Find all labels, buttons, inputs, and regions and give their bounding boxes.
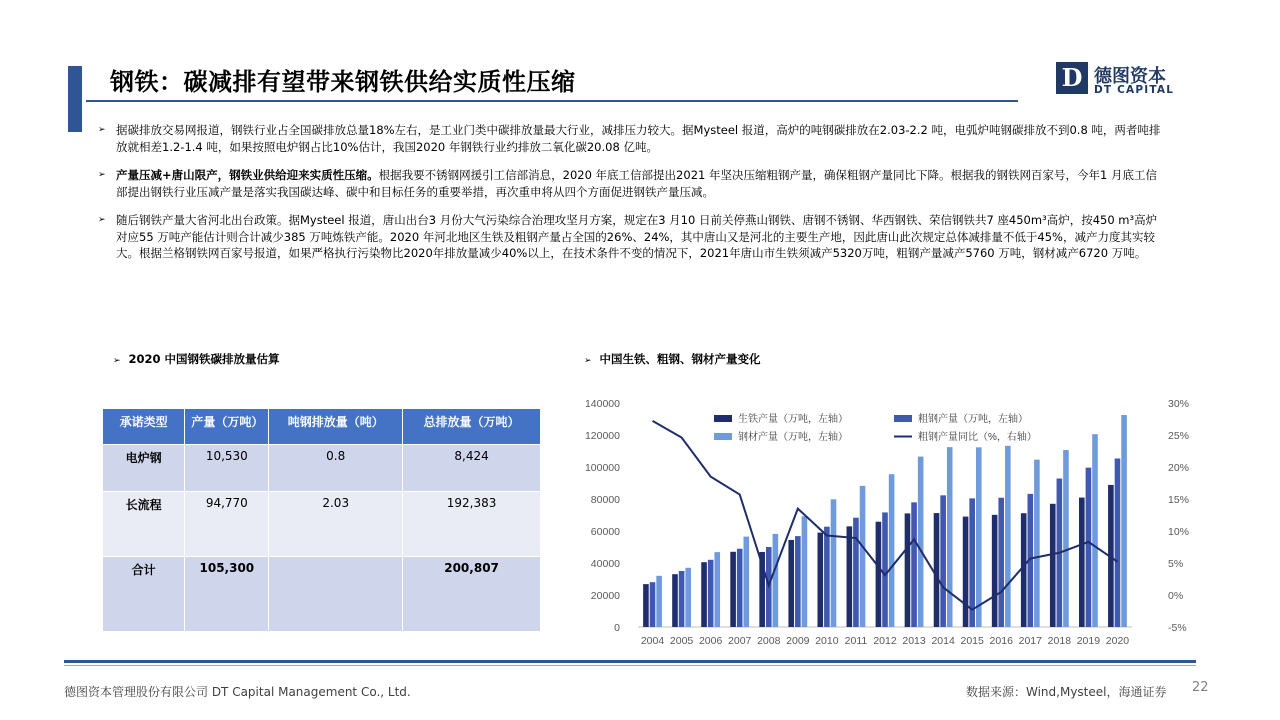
bullet-text: 据碳排放交易网报道，钢铁行业占全国碳排放总量18%左右，是工业门类中碳排放量最大行业，减排压力较大。据Mysteel 报道，高炉的吨钢碳排放在2.03-2.2 吨，电弧炉吨钢碳排放不到0.8 吨，两者吨排放就相差1.2-1.4 吨，如果按照电炉钢占比10%估计，我国2020 年钢铁行业约排放二氧化碳20.08 亿吨。: [116, 123, 1161, 154]
table-section-title: [113, 351, 280, 367]
table-row: [103, 444, 541, 491]
bar-1: [963, 517, 969, 627]
table-cell: 长流程: [103, 491, 185, 556]
bar-3: [1005, 446, 1011, 627]
x-tick-label: 2020: [1105, 635, 1130, 647]
bar-3: [685, 568, 691, 627]
section-arrow-icon: ➢: [113, 356, 121, 366]
bar-2: [882, 512, 888, 627]
bar-2: [853, 518, 859, 627]
y-right-tick-label: 5%: [1168, 558, 1184, 570]
table-header-cell: 产量（万吨）: [185, 409, 269, 444]
logo-mark: [1056, 62, 1088, 94]
table-header-cell: 总排放量（万吨）: [403, 409, 541, 444]
bar-2: [650, 582, 656, 627]
footer-rule: [64, 660, 1196, 663]
bar-3: [656, 576, 662, 627]
table-title-text: 2020 中国钢铁碳排放量估算: [128, 352, 280, 366]
bar-2: [795, 536, 801, 627]
bullet-arrow-icon: ➢: [98, 215, 106, 225]
y-left-tick-label: 120000: [584, 430, 620, 442]
bar-1: [643, 584, 649, 627]
bar-1: [1079, 498, 1085, 627]
y-left-tick-label: 80000: [590, 494, 620, 506]
footer-source: 数据来源：Wind,Mysteel，海通证券: [966, 685, 1167, 699]
x-tick-label: 2009: [786, 635, 810, 647]
footer-company: 德图资本管理股份有限公司 DT Capital Management Co., Ltd.: [64, 685, 411, 699]
table-cell: 10,530: [185, 444, 269, 491]
table-cell: 200,807: [403, 556, 541, 631]
page-title: 钢铁：碳减排有望带来钢铁供给实质性压缩: [110, 68, 576, 96]
chart-section-title: [584, 351, 761, 367]
table-row: [103, 556, 541, 631]
emission-table: [103, 409, 541, 631]
bar-2: [708, 560, 714, 627]
y-right-tick-label: 20%: [1168, 462, 1190, 474]
bullet-text: 根据我要不锈钢网援引工信部消息，2020 年底工信部提出2021 年坚决压缩粗钢产量，确保粗钢产量同比下降。根据我的钢铁网百家号，今年1 月底工信部提出钢铁行业压减产量是落实我国碳达峰、碳中和目标任务的重要举措，再次重申将从四个方面促进钢铁产量压减。: [116, 168, 1157, 199]
bar-3: [860, 486, 866, 627]
y-right-tick-label: 0%: [1168, 590, 1184, 602]
x-tick-label: 2007: [728, 635, 752, 647]
bar-3: [1063, 450, 1069, 627]
x-tick-label: 2005: [669, 635, 694, 647]
x-tick-label: 2018: [1047, 635, 1072, 647]
bar-1: [730, 552, 736, 627]
legend-swatch: [894, 415, 912, 422]
x-tick-label: 2019: [1076, 635, 1101, 647]
legend-label: 钢材产量（万吨，左轴）: [738, 432, 848, 443]
title-underline: [86, 100, 1018, 102]
section-arrow-icon: ➢: [584, 356, 592, 366]
bullet-arrow-icon: ➢: [98, 125, 106, 135]
bar-3: [831, 499, 837, 627]
x-tick-label: 2014: [931, 635, 955, 647]
legend-swatch: [714, 415, 732, 422]
logo-text-cn: 德图资本: [1094, 66, 1166, 87]
table-header-cell: 吨钢排放量（吨）: [269, 409, 403, 444]
bar-3: [1121, 415, 1127, 627]
x-tick-label: 2010: [815, 635, 839, 647]
y-left-tick-label: 60000: [590, 526, 620, 538]
bar-1: [672, 574, 678, 627]
bar-3: [1034, 460, 1040, 627]
y-left-tick-label: 0: [614, 622, 620, 634]
y-left-tick-label: 20000: [590, 590, 620, 602]
x-tick-label: 2016: [989, 635, 1013, 647]
bar-3: [976, 447, 982, 627]
y-right-tick-label: -5%: [1168, 622, 1187, 634]
bar-2: [998, 498, 1004, 627]
table-cell: 192,383: [403, 491, 541, 556]
x-tick-label: 2015: [960, 635, 984, 647]
y-left-tick-label: 140000: [584, 398, 620, 410]
table-cell: 105,300: [185, 556, 269, 631]
bar-1: [817, 533, 823, 627]
bullet-item: [96, 212, 1166, 262]
table-cell: 94,770: [185, 491, 269, 556]
bar-1: [701, 562, 707, 627]
steel-production-chart: [576, 388, 1196, 653]
x-tick-label: 2011: [844, 635, 868, 647]
bullet-arrow-icon: ➢: [98, 170, 106, 180]
bar-1: [876, 522, 882, 627]
bar-2: [679, 571, 685, 627]
bar-2: [1086, 468, 1092, 627]
y-left-tick-label: 40000: [590, 558, 620, 570]
table-cell: 0.8: [269, 444, 403, 491]
page-number: 22: [1192, 680, 1209, 695]
bar-3: [947, 447, 953, 627]
bar-3: [889, 474, 895, 627]
y-right-tick-label: 25%: [1168, 430, 1190, 442]
bar-3: [1092, 434, 1098, 627]
bar-1: [905, 513, 911, 627]
bar-3: [773, 534, 779, 627]
bar-3: [744, 537, 750, 627]
y-right-tick-label: 30%: [1168, 398, 1190, 410]
legend-label: 生铁产量（万吨，左轴）: [738, 414, 848, 425]
bar-2: [940, 495, 946, 627]
x-tick-label: 2017: [1018, 635, 1042, 647]
x-tick-label: 2008: [757, 635, 781, 647]
bullet-bold: 产量压减+唐山限产，钢铁业供给迎来实质性压缩。: [116, 168, 379, 182]
legend-label: 粗钢产量同比（%，右轴）: [918, 432, 1037, 443]
table-row: [103, 491, 541, 556]
bar-1: [847, 526, 853, 627]
bar-1: [1050, 504, 1056, 627]
y-right-tick-label: 10%: [1168, 526, 1190, 538]
table-cell: 电炉钢: [103, 444, 185, 491]
bar-2: [824, 527, 830, 627]
company-logo: [1056, 62, 1196, 102]
y-left-tick-label: 100000: [584, 462, 620, 474]
chart-title-text: 中国生铁、粗钢、钢材产量变化: [599, 352, 761, 366]
bar-2: [737, 549, 743, 627]
table-header-row: [103, 409, 541, 444]
x-tick-label: 2012: [873, 635, 897, 647]
table-cell: 8,424: [403, 444, 541, 491]
bar-2: [911, 502, 917, 627]
table-cell: [269, 556, 403, 631]
bullet-item: [96, 167, 1166, 200]
y-right-tick-label: 15%: [1168, 494, 1190, 506]
x-tick-label: 2006: [698, 635, 723, 647]
bar-1: [934, 513, 940, 627]
table-header-cell: 承诺类型: [103, 409, 185, 444]
legend-label: 粗钢产量（万吨，左轴）: [918, 414, 1028, 425]
logo-text-en: DT CAPITAL: [1094, 84, 1175, 96]
table-cell: 2.03: [269, 491, 403, 556]
bar-1: [992, 515, 998, 627]
bar-1: [788, 540, 794, 627]
bar-2: [1115, 459, 1121, 627]
bullet-text: 随后钢铁产量大省河北出台政策。据Mysteel 报道，唐山出台3 月份大气污染综合治理攻坚月方案，规定在3 月10 日前关停燕山钢铁、唐钢不锈钢、华西钢铁、荣信钢铁共7 座450m³高炉，按450 m³高炉对应55 万吨产能估计则合计减少385 万吨炼铁产能。2020 年河北地区生铁及粗钢产量占全国的26%、24%，其中唐山又是河北的主要生产地，因此唐山此次规定总体减排量不低于45%，减产力度其实较大。根据兰格钢铁网百家号报道，如果严格执行污染物比2020年排放量减少40%以上，在技术条件不变的情况下，2021年唐山市生铁须减产5320万吨，粗钢产量减产5760 万吨，钢材减产6720 万吨。: [116, 213, 1158, 260]
x-tick-label: 2004: [640, 635, 665, 647]
title-accent-bar: [68, 66, 82, 132]
x-tick-label: 2013: [902, 635, 926, 647]
bullet-list: [96, 122, 1166, 274]
table-cell: 合计: [103, 556, 185, 631]
bullet-item: [96, 122, 1166, 155]
logo-mark-letter: D: [1061, 63, 1083, 92]
bar-1: [1021, 513, 1027, 627]
legend-swatch: [714, 433, 732, 440]
bar-3: [802, 516, 808, 627]
footer-rule-thin: [64, 665, 1196, 666]
bar-3: [918, 457, 924, 627]
bar-3: [714, 552, 720, 627]
